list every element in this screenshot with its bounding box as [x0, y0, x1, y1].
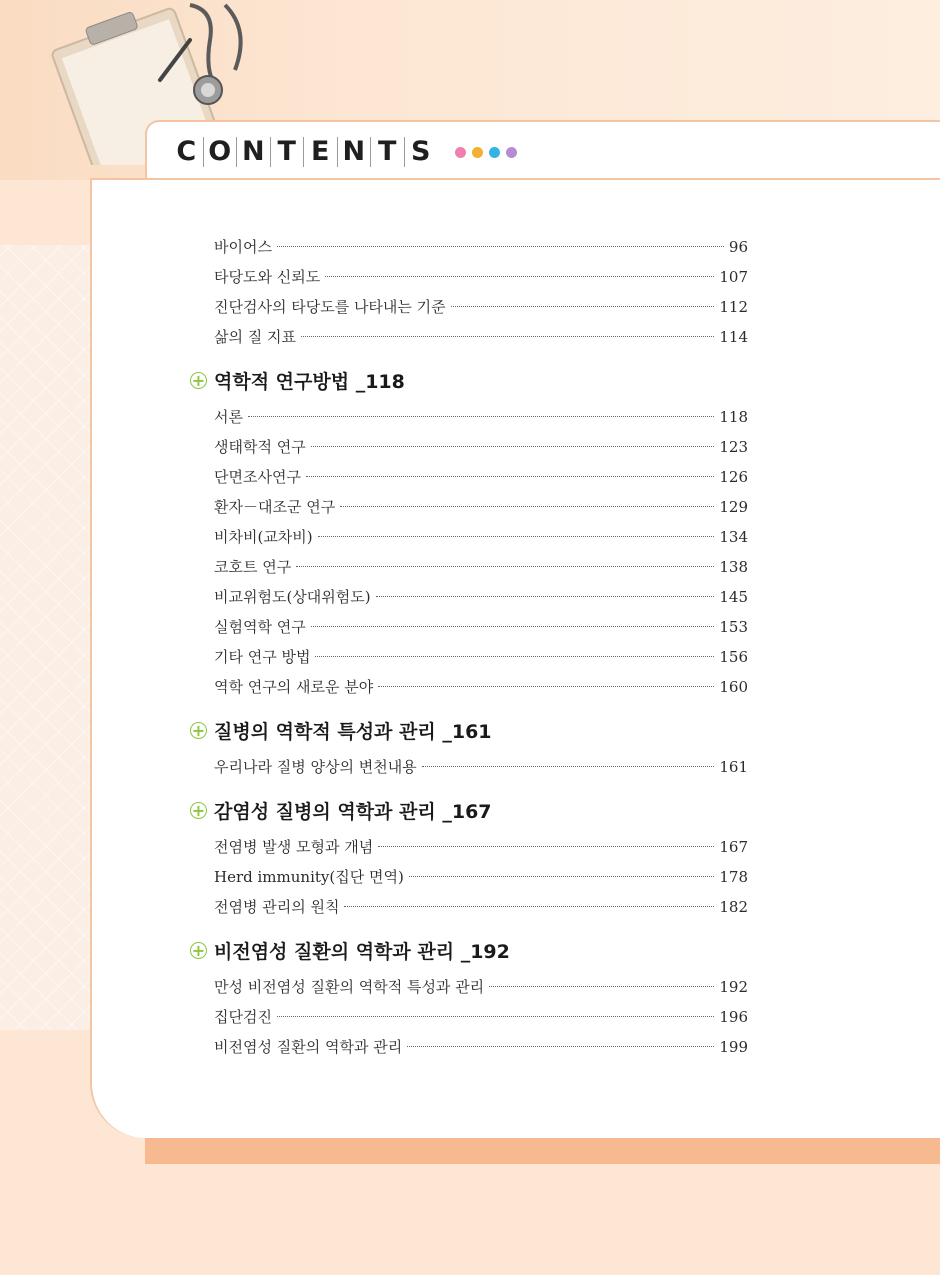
- toc-page-number: 112: [719, 298, 748, 316]
- plus-circle-icon: +: [191, 800, 206, 820]
- toc-entry[interactable]: [190, 492, 748, 522]
- plus-circle-icon: +: [191, 940, 206, 960]
- dot-icon: [489, 147, 500, 158]
- toc-entry[interactable]: [190, 522, 748, 552]
- toc-entry-label: 집단검진: [214, 1008, 272, 1026]
- dot-icon: [506, 147, 517, 158]
- toc-page-number: 153: [719, 618, 748, 636]
- dot-leader: [378, 846, 714, 847]
- toc-entry[interactable]: [190, 232, 748, 262]
- toc-entry[interactable]: [190, 862, 748, 892]
- section-title: 감염성 질병의 역학과 관리 _167: [214, 800, 492, 823]
- dot-leader: [344, 906, 714, 907]
- toc-section-heading[interactable]: [190, 358, 748, 402]
- toc-entry[interactable]: [190, 832, 748, 862]
- title-letter: N: [237, 137, 271, 167]
- toc-page-number: 126: [719, 468, 748, 486]
- toc-page-number: 138: [719, 558, 748, 576]
- toc-entry[interactable]: [190, 322, 748, 352]
- dot-leader: [378, 686, 714, 687]
- dot-leader: [451, 306, 715, 307]
- toc-entry[interactable]: [190, 292, 748, 322]
- toc-entry[interactable]: [190, 262, 748, 292]
- title-letter: O: [204, 137, 238, 167]
- toc-entry-label: 만성 비전염성 질환의 역학적 특성과 관리: [214, 978, 485, 996]
- toc-page-number: 199: [719, 1038, 748, 1056]
- toc-entry-label: 타당도와 신뢰도: [214, 268, 321, 286]
- dot-leader: [407, 1046, 714, 1047]
- toc-entry[interactable]: [190, 972, 748, 1002]
- toc-page-number: 156: [719, 648, 748, 666]
- toc-entry-label: 생태학적 연구: [214, 438, 306, 456]
- section-title: 역학적 연구방법 _118: [214, 370, 405, 393]
- toc-entry[interactable]: [190, 892, 748, 922]
- title-letter: C: [170, 137, 204, 167]
- dot-leader: [277, 1016, 714, 1017]
- toc-page-number: 96: [728, 238, 748, 256]
- toc-entry-label: 우리나라 질병 양상의 변천내용: [214, 758, 417, 776]
- toc-entry-label: 비전염성 질환의 역학과 관리: [214, 1038, 403, 1056]
- toc-entry[interactable]: [190, 1002, 748, 1032]
- toc-page-number: 107: [719, 268, 748, 286]
- toc-page-number: 182: [719, 898, 748, 916]
- toc-entry-label: 서론: [214, 408, 243, 426]
- dot-leader: [277, 246, 724, 247]
- table-of-contents: [190, 232, 748, 1062]
- title-letter: S: [411, 136, 431, 167]
- dot-leader: [318, 536, 715, 537]
- toc-entry-label: 전염병 발생 모형과 개념: [214, 838, 374, 856]
- toc-page-number: 192: [719, 978, 748, 996]
- toc-entry[interactable]: [190, 402, 748, 432]
- dot-leader: [311, 626, 715, 627]
- decorative-dots: [455, 147, 517, 158]
- title-letter: N: [338, 137, 372, 167]
- toc-page-number: 129: [719, 498, 748, 516]
- title-letter: E: [304, 137, 338, 167]
- section-title: 비전염성 질환의 역학과 관리 _192: [214, 940, 510, 963]
- toc-entry-label: 전염병 관리의 원칙: [214, 898, 340, 916]
- toc-entry-label: 역학 연구의 새로운 분야: [214, 678, 374, 696]
- toc-entry[interactable]: [190, 612, 748, 642]
- toc-entry-label: 기타 연구 방법: [214, 648, 311, 666]
- toc-entry-label: 코호트 연구: [214, 558, 292, 576]
- toc-section-heading[interactable]: [190, 928, 748, 972]
- dot-leader: [306, 476, 714, 477]
- toc-entry[interactable]: [190, 552, 748, 582]
- toc-entry-label: 단면조사연구: [214, 468, 301, 486]
- toc-entry[interactable]: [190, 462, 748, 492]
- toc-entry-label: 바이어스: [214, 238, 272, 256]
- bottom-band: [145, 1138, 940, 1164]
- dot-leader: [340, 506, 714, 507]
- dot-leader: [296, 566, 714, 567]
- dot-leader: [311, 446, 715, 447]
- toc-page-number: 145: [719, 588, 748, 606]
- dot-leader: [409, 876, 715, 877]
- toc-page-number: 178: [719, 868, 748, 886]
- toc-entry[interactable]: [190, 672, 748, 702]
- left-pattern-strip: [0, 245, 92, 1030]
- dot-leader: [422, 766, 715, 767]
- dot-leader: [315, 656, 714, 657]
- toc-page-number: 134: [719, 528, 748, 546]
- toc-entry-label: 실험역학 연구: [214, 618, 306, 636]
- dot-leader: [489, 986, 714, 987]
- toc-page-number: 160: [719, 678, 748, 696]
- toc-page-number: 196: [719, 1008, 748, 1026]
- toc-section-heading[interactable]: [190, 708, 748, 752]
- toc-entry[interactable]: [190, 642, 748, 672]
- toc-page-number: 114: [719, 328, 748, 346]
- dot-icon: [455, 147, 466, 158]
- toc-page-number: 123: [719, 438, 748, 456]
- toc-entry[interactable]: [190, 1032, 748, 1062]
- toc-entry-label: Herd immunity(집단 면역): [214, 868, 404, 886]
- contents-title: [170, 134, 517, 170]
- toc-page-number: 167: [719, 838, 748, 856]
- plus-circle-icon: +: [191, 370, 206, 390]
- dot-leader: [248, 416, 714, 417]
- toc-entry-label: 삶의 질 지표: [214, 328, 296, 346]
- toc-entry-label: 비교위험도(상대위험도): [214, 588, 371, 606]
- toc-entry-label: 진단검사의 타당도를 나타내는 기준: [214, 298, 446, 316]
- dot-leader: [301, 336, 714, 337]
- toc-section-heading[interactable]: [190, 788, 748, 832]
- dot-leader: [376, 596, 715, 597]
- dot-leader: [325, 276, 714, 277]
- toc-entry-label: 비차비(교차비): [214, 528, 313, 546]
- plus-circle-icon: +: [191, 720, 206, 740]
- toc-page-number: 161: [719, 758, 748, 776]
- title-letter: T: [271, 137, 305, 167]
- toc-entry[interactable]: [190, 432, 748, 462]
- toc-entry-label: 환자－대조군 연구: [214, 498, 336, 516]
- toc-page-number: 118: [719, 408, 748, 426]
- dot-icon: [472, 147, 483, 158]
- section-title: 질병의 역학적 특성과 관리 _161: [214, 720, 492, 743]
- toc-entry[interactable]: [190, 582, 748, 612]
- title-letter: T: [371, 137, 405, 167]
- toc-entry[interactable]: [190, 752, 748, 782]
